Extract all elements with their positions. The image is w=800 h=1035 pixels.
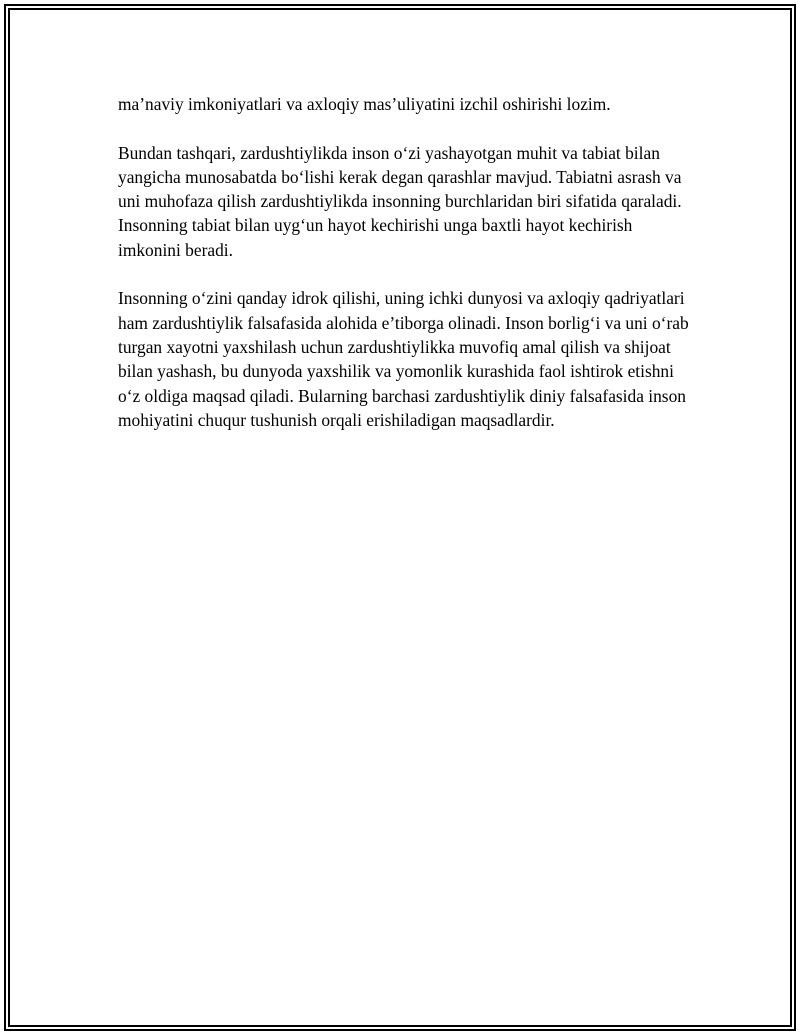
paragraph-3: Insonning o‘zini qanday idrok qilishi, uning ichki dunyosi va axloqiy qadriyatlari ham zardushtiylik falsafasida alohida e’tiborga olinadi. Inson borlig‘i va uni o‘rab turgan xayotni yaxshilash uchun zardushtiylikka muvofiq amal qilish va shijoat bilan yashash, bu dunyoda yaxshilik va yomonlik kurashida faol ishtirok etishni o‘z oldiga maqsad qiladi. Bularning barchasi zardushtiylik diniy falsafasida inson mohiyatini chuqur tushunish orqali erishiladigan maqsadlardir. xyxy=(118,288,689,430)
paragraph-1: ma’naviy imkoniyatlari va axloqiy mas’uliyatini izchil oshirishi lozim. xyxy=(118,94,611,114)
paragraph-2: Bundan tashqari, zardushtiylikda inson o‘zi yashayotgan muhit va tabiat bilan yangicha munosabatda bo‘lishi kerak degan qarashlar mavjud. Tabiatni asrash va uni muhofaza qilish zardushtiylikda insonning burchlaridan biri sifatida qaraladi. Insonning tabiat bilan uyg‘un hayot kechirishi unga baxtli hayot kechirish imkonini beradi. xyxy=(118,142,682,260)
document-body xyxy=(118,92,690,456)
